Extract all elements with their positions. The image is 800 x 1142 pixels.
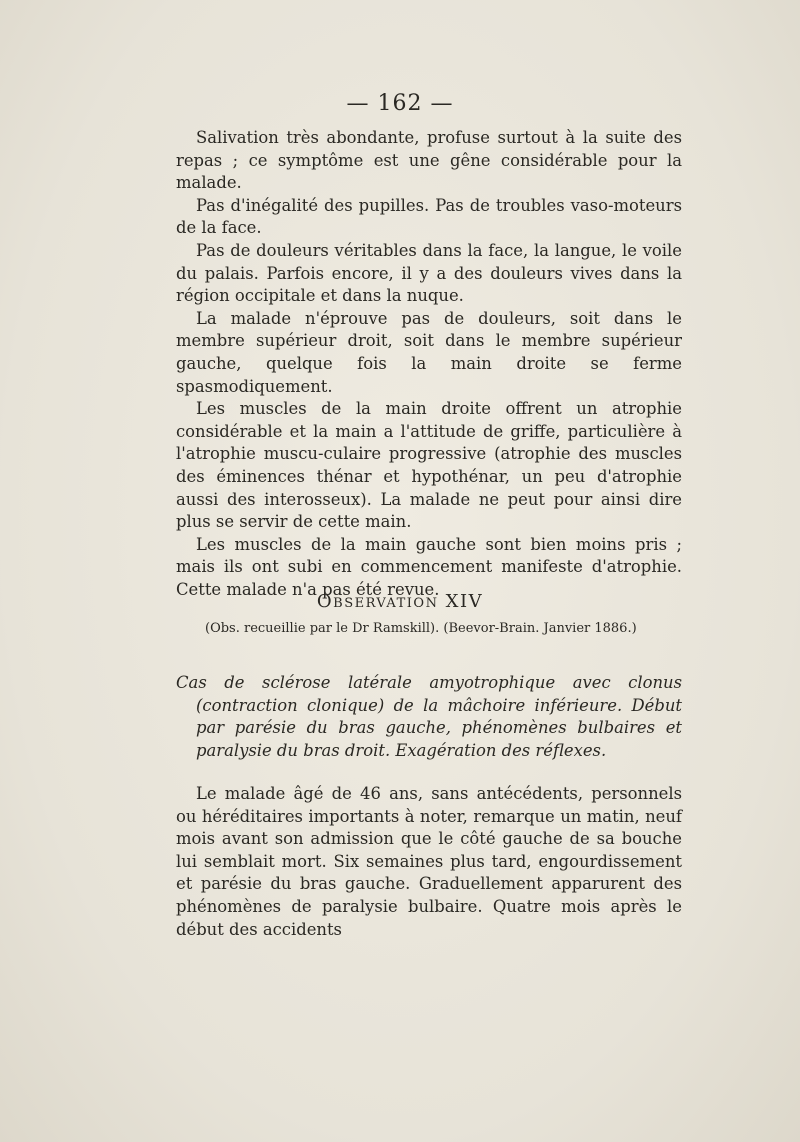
paragraph: Les muscles de la main droite offrent un atrophie considérable et la main a l'attitude de griffe, particulière à l'atrophie muscu-culaire progressive (atrophie des muscles des éminences thénar et hypothénar, un peu d'atrophie aussi des interosseux). La malade ne peut pour ainsi dire plus se servir de cette main.: [176, 399, 682, 532]
observation-credit: (Obs. recueillie par le Dr Ramskill). (Beevor-Brain. Janvier 1886.): [205, 621, 637, 636]
paragraph: Pas de douleurs véritables dans la face, la langue, le voile du palais. Parfois encore, il y a des douleurs vives dans la région occipitale et dans la nuque.: [176, 240, 682, 306]
page-number: — 162 —: [346, 91, 454, 116]
paragraph: Le malade âgé de 46 ans, sans antécédents, personnels ou héréditaires importants à noter, remarque un matin, neuf mois avant son admission que le côté gauche de sa bouche lui semblait mort. Six semaines plus tard, engourdissement et parésie du bras gauche. Graduellement apparurent des phénomènes de paralysie bulbaire. Quatre mois après le début des accidents: [176, 784, 682, 939]
observation-title: Observation XIV: [316, 591, 484, 612]
paragraph: Salivation très abondante, profuse surtout à la suite des repas ; ce symptôme est une gêne considérable pour la malade.: [176, 128, 682, 193]
text-block-bottom: [176, 783, 682, 941]
paragraph: Les muscles de la main gauche sont bien moins pris ; mais ils ont subi en commencement manifeste d'atrophie. Cette malade n'a pas été revue.: [176, 534, 682, 599]
paragraph: La malade n'éprouve pas de douleurs, soit dans le membre supérieur droit, soit dans le membre supérieur gauche, quelque fois la main droite se ferme spasmodiquement.: [176, 308, 682, 396]
summary-text: Cas de sclérose latérale amyotrophique avec clonus (contraction clonique) de la mâchoire inférieure. Début par parésie du bras gauche, phénomènes bulbaires et paralysie du bras droit. Exagération des réflexes.: [176, 673, 682, 760]
observation-summary: [176, 672, 682, 762]
text-block-top: [176, 127, 682, 601]
paragraph: Pas d'inégalité des pupilles. Pas de troubles vaso-moteurs de la face.: [176, 195, 682, 238]
